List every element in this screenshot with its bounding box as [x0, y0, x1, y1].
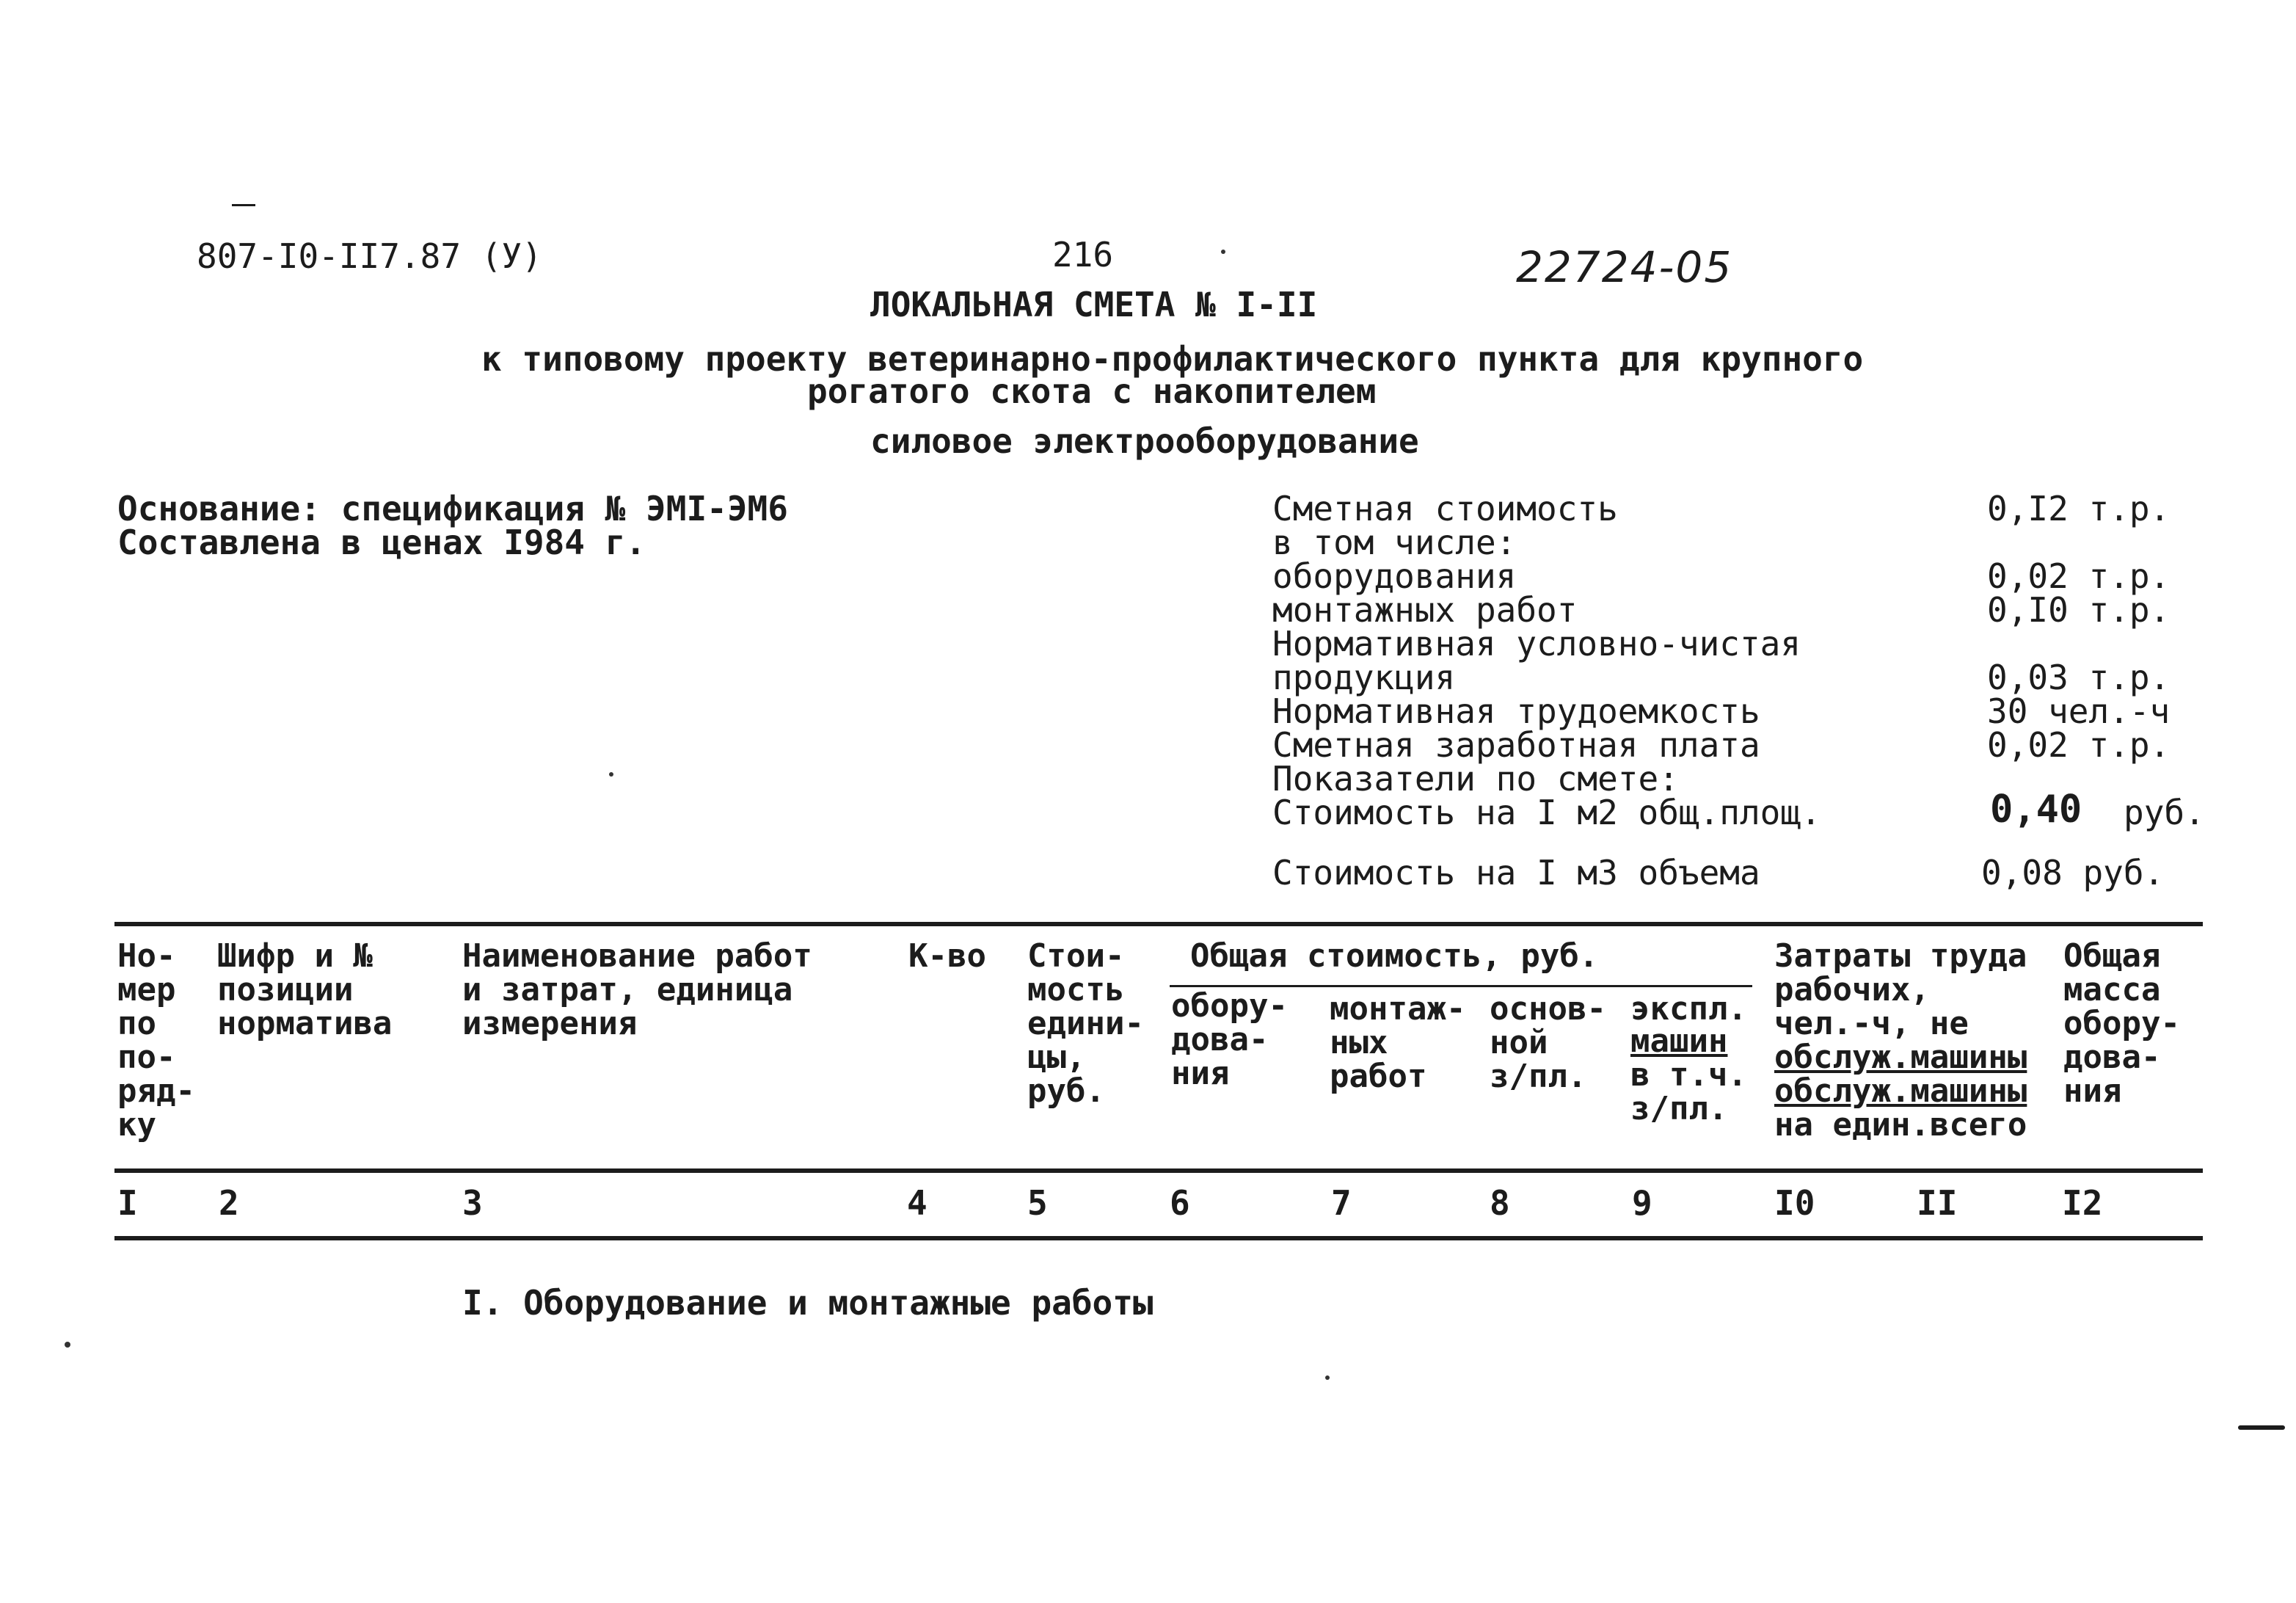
column-header-machine-operation: экспл.	[1630, 990, 1747, 1028]
summary-value: 0,08 руб.	[1981, 853, 2165, 893]
scan-speck	[65, 1342, 70, 1348]
summary-value: 0,02 т.р.	[1987, 725, 2171, 765]
summary-label: Сметная заработная плата	[1272, 725, 1760, 765]
column-header-base-salary: основ- ной з/пл.	[1490, 990, 1606, 1095]
column-header-labor-total: на един.всего	[1774, 1106, 2027, 1144]
project-description-line-1: к типовому проекту ветеринарно-профилактического пункта для крупного	[481, 339, 1864, 379]
estimate-subject: силовое электрооборудование	[870, 421, 1419, 461]
summary-label: монтажных работ	[1272, 590, 1578, 630]
table-numbers-rule	[114, 1236, 2203, 1240]
column-number: I2	[2062, 1183, 2103, 1223]
column-number: 7	[1331, 1183, 1352, 1223]
summary-label: оборудования	[1272, 556, 1517, 596]
column-number: 3	[462, 1183, 483, 1223]
column-header-code: Шифр и № позиции норматива	[217, 937, 393, 1042]
scan-speck	[1325, 1375, 1330, 1380]
archive-number: 22724-05	[1516, 242, 1733, 292]
section-title: I. Оборудование и монтажные работы	[462, 1283, 1154, 1323]
column-header-installation: монтаж- ных работ	[1330, 990, 1466, 1095]
table-top-rule	[114, 922, 2203, 926]
summary-label: Стоимость на I м2 общ.площ.	[1272, 793, 1821, 832]
column-header-unit-cost: Стои- мость едини- цы, руб.	[1027, 937, 1144, 1110]
column-header-machine-salary: в т.ч. з/пл.	[1630, 1056, 1747, 1127]
estimate-title: ЛОКАЛЬНАЯ СМЕТА № I-II	[870, 285, 1318, 324]
column-header-machines: машин	[1630, 1022, 1728, 1060]
table-header-rule	[114, 1168, 2203, 1173]
column-number: 5	[1027, 1183, 1048, 1223]
scan-speck	[609, 772, 613, 777]
column-header-labor-machines-1: обслуж.машины	[1774, 1039, 2027, 1076]
summary-value: 0,40	[1990, 788, 2082, 832]
column-header-labor: Затраты труда рабочих, чел.-ч, не	[1774, 937, 2027, 1042]
summary-label: Нормативная трудоемкость	[1272, 691, 1760, 731]
summary-label: в том числе:	[1272, 523, 1517, 562]
column-header-total-cost: Общая стоимость, руб.	[1190, 937, 1599, 975]
summary-value: 0,03 т.р.	[1987, 658, 2171, 697]
basis-specification: Основание: спецификация № ЭМI-ЭМ6	[117, 489, 788, 528]
summary-value: 0,I2 т.р.	[1987, 489, 2171, 528]
column-header-labor-machines-2: обслуж.машины	[1774, 1072, 2027, 1110]
summary-label: Нормативная условно-чистая	[1272, 624, 1801, 664]
summary-label: Показатели по смете:	[1272, 759, 1679, 799]
column-header-equipment: обору- дова- ния	[1171, 987, 1288, 1092]
summary-value: 0,02 т.р.	[1987, 556, 2171, 596]
scan-speck	[1221, 250, 1225, 254]
column-header-quantity: К-во	[908, 937, 986, 975]
scan-mark	[232, 204, 255, 206]
column-number: 2	[219, 1183, 239, 1223]
summary-label: Стоимость на I м3 объема	[1272, 853, 1760, 893]
column-header-name: Наименование работ и затрат, единица измерения	[462, 937, 812, 1042]
column-number: 6	[1170, 1183, 1190, 1223]
summary-label: Сметная стоимость	[1272, 489, 1618, 528]
column-number: I	[117, 1183, 138, 1223]
column-header-number: Но- мер по по- ряд- ку	[117, 937, 195, 1144]
summary-value: 0,I0 т.р.	[1987, 590, 2171, 630]
document-code: 807-I0-II7.87 (У)	[197, 236, 542, 276]
column-number: 9	[1632, 1183, 1652, 1223]
page-number: 216	[1052, 235, 1114, 275]
column-number: 4	[907, 1183, 927, 1223]
scan-mark	[2238, 1425, 2285, 1430]
column-number: II	[1917, 1183, 1958, 1223]
summary-unit: руб.	[2124, 793, 2205, 832]
column-header-mass: Общая масса обору- дова- ния	[2063, 937, 2180, 1110]
column-number: 8	[1490, 1183, 1510, 1223]
column-number: I0	[1774, 1183, 1815, 1223]
summary-label: продукция	[1272, 658, 1456, 697]
project-description-line-2: рогатого скота с накопителем	[807, 371, 1377, 411]
summary-value: 30 чел.-ч	[1987, 691, 2171, 731]
price-basis: Составлена в ценах I984 г.	[117, 523, 646, 562]
